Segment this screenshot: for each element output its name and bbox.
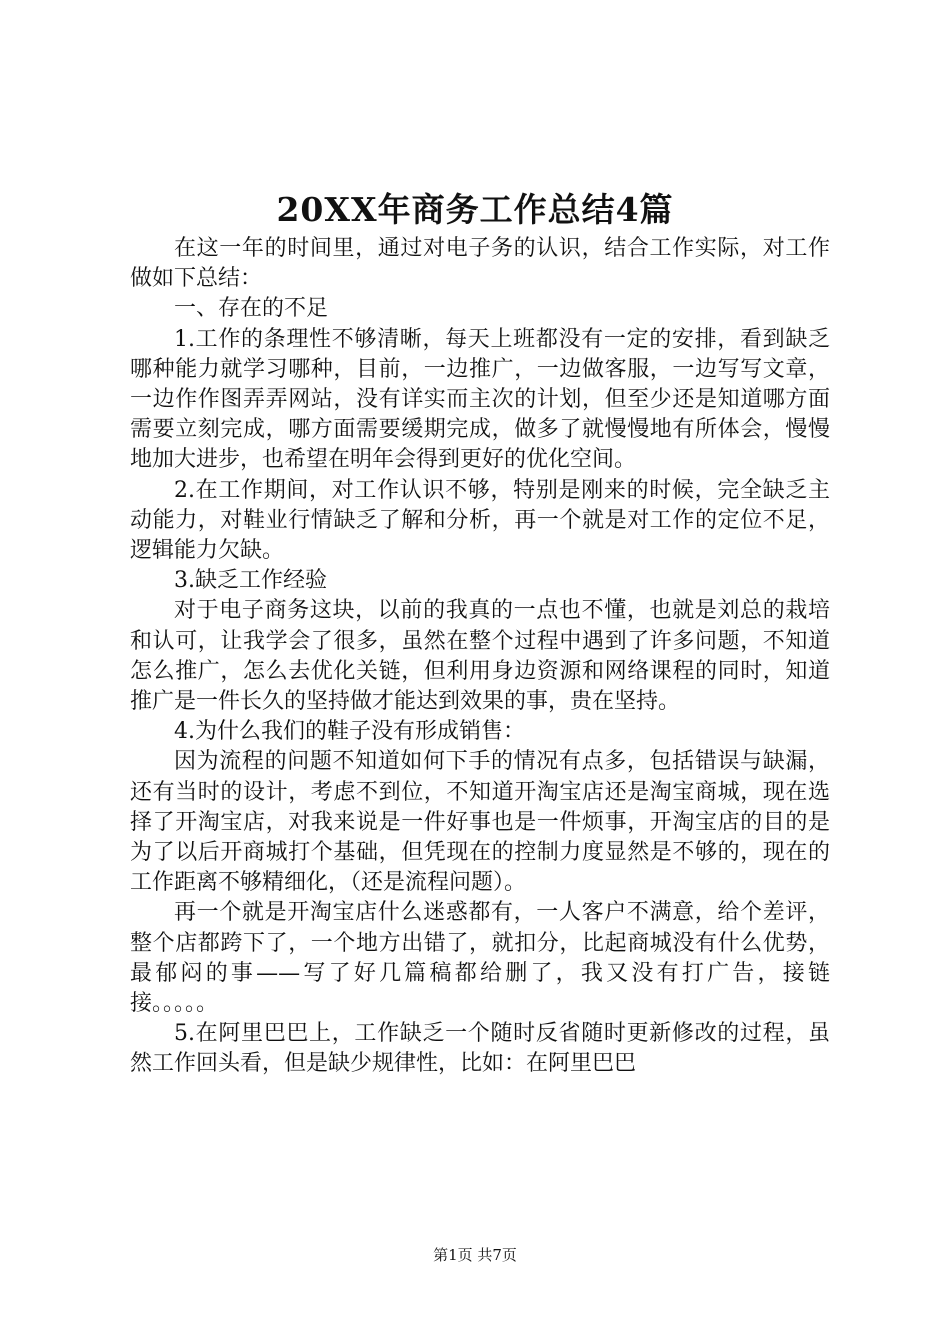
- paragraph-item-2: 2.在工作期间，对工作认识不够，特别是刚来的时候，完全缺乏主动能力，对鞋业行情缺乏了解和分析，再一个就是对工作的定位不足，逻辑能力欠缺。: [130, 477, 830, 564]
- subheading-item-4: 4.为什么我们的鞋子没有形成销售：: [174, 719, 525, 745]
- paragraph-item-4-continued: 再一个就是开淘宝店什么迷惑都有，一人客户不满意，给个差评，整个店都跨下了，一个地方出错了，就扣分，比起商城没有什么优势，最郁闷的事——写了好几篇稿都给删了，我又没有打广告，接链接。。。。。: [130, 900, 830, 1017]
- subheading-item-3: 3.缺乏工作经验: [174, 568, 327, 594]
- paragraph-item-5: 5.在阿里巴巴上，工作缺乏一个随时反省随时更新修改的过程，虽然工作回头看，但是缺少规律性，比如：在阿里巴巴: [130, 1021, 830, 1077]
- document-body: [130, 234, 830, 1080]
- page-number-footer: 第1页 共7页: [433, 1246, 517, 1264]
- section-heading-shortcomings: 一、存在的不足: [174, 296, 329, 322]
- document-title: 20XX年商务工作总结4篇: [276, 190, 674, 229]
- paragraph-item-1: 1.工作的条理性不够清晰，每天上班都没有一定的安排，看到缺乏哪种能力就学习哪种，目前，一边推广，一边做客服，一边写写文章，一边作作图弄弄网站，没有详实而主次的计划，但至少还是知道哪方面需要立刻完成，哪方面需要缓期完成，做多了就慢慢地有所体会，慢慢地加大进步，也希望在明年会得到更好的优化空间。: [130, 326, 830, 473]
- paragraph-item-3-body: 对于电子商务这块，以前的我真的一点也不懂，也就是刘总的栽培和认可，让我学会了很多，虽然在整个过程中遇到了许多问题，不知道怎么推广，怎么去优化关链，但利用身边资源和网络课程的同时，知道推广是一件长久的坚持做才能达到效果的事，贵在坚持。: [130, 598, 830, 715]
- paragraph-intro: 在这一年的时间里，通过对电子务的认识，结合工作实际，对工作做如下总结：: [130, 236, 830, 292]
- paragraph-item-4-body: 因为流程的问题不知道如何下手的情况有点多，包括错误与缺漏，还有当时的设计，考虑不到位，不知道开淘宝店还是淘宝商城，现在选择了开淘宝店，对我来说是一件好事也是一件烦事，开淘宝店的目的是为了以后开商城打个基础，但凭现在的控制力度显然是不够的，现在的工作距离不够精细化，（还是流程问题）。: [130, 749, 830, 896]
